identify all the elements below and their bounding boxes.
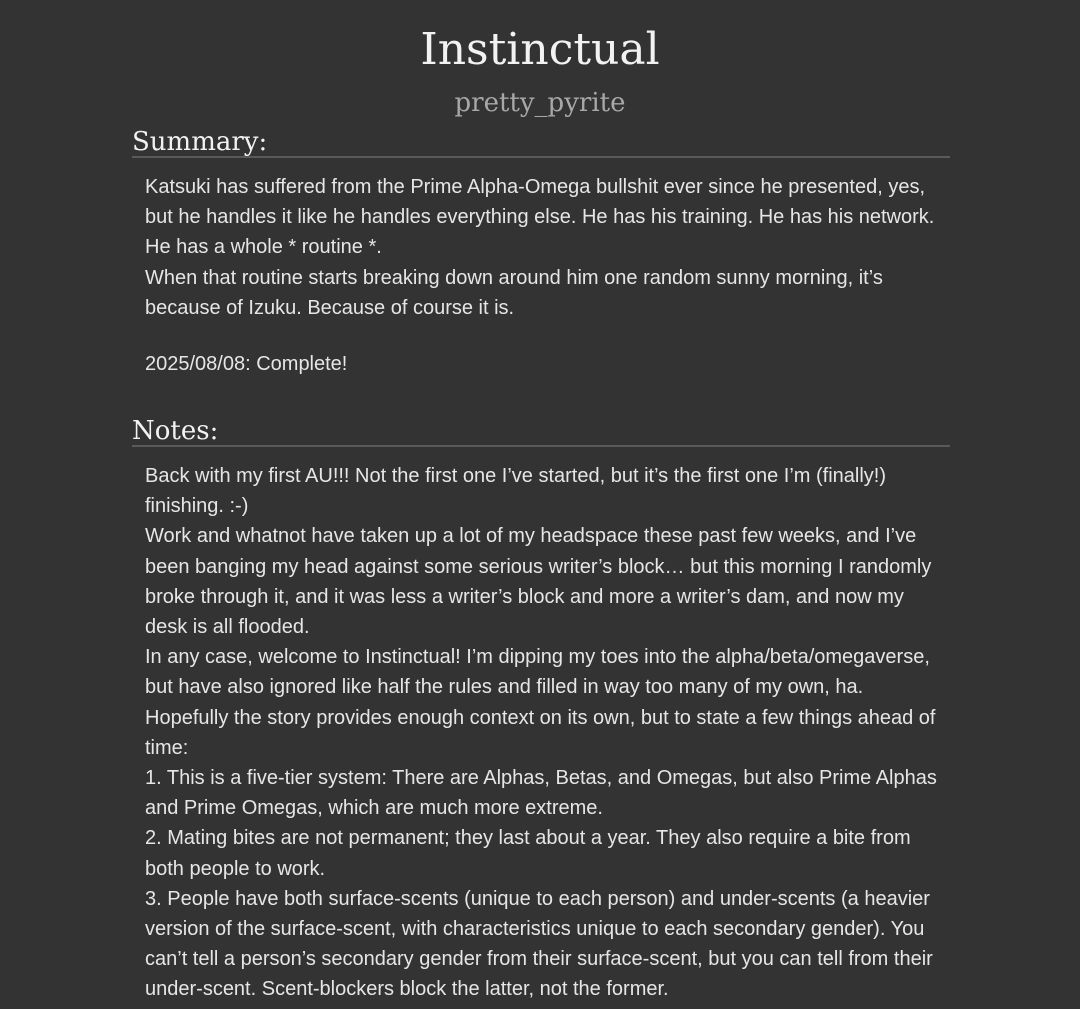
summary-paragraph: When that routine starts breaking down around him one random sunny morning, it’s because of Izuku. Because of course it is. — [145, 266, 883, 319]
notes-list-item: 1. This is a five-tier system: There are Alphas, Betas, and Omegas, but also Prime Alphas and Prime Omegas, which are much more extreme. — [145, 767, 937, 820]
notes-heading: Notes: — [132, 415, 950, 447]
completion-status: 2025/08/08: Complete! — [145, 353, 348, 375]
summary-text — [145, 172, 945, 323]
notes-list-item: 2. Mating bites are not permanent; they last about a year. They also require a bite from both people to work. — [145, 827, 911, 880]
summary-heading: Summary: — [132, 126, 950, 158]
notes-paragraph: Back with my first AU!!! Not the first one I’ve started, but it’s the first one I’m (finally!) finishing. :-) — [145, 465, 886, 518]
notes-paragraph: In any case, welcome to Instinctual! I’m dipping my toes into the alpha/beta/omegaverse, but have also ignored like half the rules and filled in way too many of my own, ha. Hopefully the story provides enough context on its own, but to state a few things ahead of time: — [145, 646, 936, 759]
notes-text — [145, 461, 945, 1005]
summary-paragraph: Katsuki has suffered from the Prime Alpha-Omega bullshit ever since he presented, yes, but he handles it like he handles everything else. He has his training. He has his network. He has a whole * routine *. — [145, 176, 935, 259]
notes-paragraph: Work and whatnot have taken up a lot of my headspace these past few weeks, and I’ve been banging my head against some serious writer’s block… but this morning I randomly broke through it, and it was less a writer’s block and more a writer’s dam, and now my desk is all flooded. — [145, 525, 932, 639]
work-title: Instinctual — [420, 24, 660, 75]
author-link[interactable]: pretty_pyrite — [454, 88, 626, 118]
notes-list-item: 3. People have both surface-scents (unique to each person) and under-scents (a heavier version of the surface-scent, with characteristics unique to each secondary gender). You can’t tell a person’s secondary gender from their surface-scent, but you can tell from their under-scent. Scent-blockers block the latter, not the former. — [145, 887, 933, 1001]
